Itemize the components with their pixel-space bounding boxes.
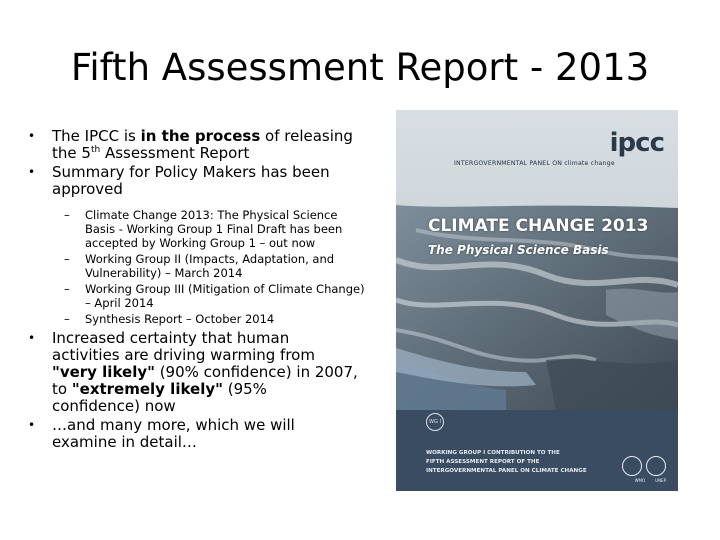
bullet-marker: • bbox=[28, 165, 36, 179]
bullet-text: of releasing the 5 bbox=[52, 127, 353, 162]
unep-label: UNEP bbox=[655, 478, 666, 483]
cover-subtitle: The Physical Science Basis bbox=[428, 243, 609, 257]
unep-emblem-icon bbox=[646, 456, 666, 476]
bullet-text: (95% confidence) now bbox=[52, 380, 267, 415]
sub-bullet-synthesis bbox=[64, 312, 370, 326]
wg1-badge: WG I bbox=[426, 413, 444, 431]
bullet-certainty bbox=[28, 330, 358, 415]
sub-bullet-marker: – bbox=[64, 252, 70, 266]
bullet-text: (90% confidence) in 2007, to bbox=[52, 363, 358, 398]
cover-contribution-text bbox=[426, 449, 606, 476]
bullet-marker: • bbox=[28, 129, 36, 143]
bullet-ipcc-process bbox=[28, 128, 358, 162]
org-logos bbox=[618, 456, 666, 480]
sub-bullet-wg1 bbox=[64, 208, 370, 250]
org-names bbox=[625, 478, 666, 483]
sub-bullet-marker: – bbox=[64, 312, 70, 326]
sub-bullet-marker: – bbox=[64, 282, 70, 296]
sub-bullet-list bbox=[28, 208, 370, 326]
report-cover-image bbox=[396, 110, 678, 491]
sub-bullet-wg2 bbox=[64, 252, 370, 280]
bullet-emphasis: in the process bbox=[140, 127, 261, 145]
bullet-text: Assessment Report bbox=[100, 144, 250, 162]
bullet-more bbox=[28, 417, 358, 451]
superscript: th bbox=[90, 145, 101, 155]
ipcc-logo: ipcc bbox=[609, 128, 664, 158]
sub-bullet-wg3 bbox=[64, 282, 370, 310]
slide-title: Fifth Assessment Report - 2013 bbox=[70, 46, 650, 89]
wmo-label: WMO bbox=[634, 478, 646, 483]
sub-bullet-text: Working Group II (Impacts, Adaptation, and Vulnerability) – March 2014 bbox=[85, 252, 335, 280]
wmo-emblem-icon bbox=[622, 456, 642, 476]
sub-bullet-marker: – bbox=[64, 208, 70, 222]
sub-bullet-text: Working Group III (Mitigation of Climate Change) – April 2014 bbox=[85, 282, 365, 310]
bullet-emphasis: "extremely likely" bbox=[71, 380, 223, 398]
bullet-summary-approved bbox=[28, 164, 358, 198]
cover-line: INTERGOVERNMENTAL PANEL ON CLIMATE CHANGE bbox=[426, 468, 587, 474]
bullet-list bbox=[28, 127, 365, 453]
bullet-marker: • bbox=[28, 418, 36, 432]
bullet-text: The IPCC is bbox=[52, 127, 141, 145]
sub-bullet-text: Synthesis Report – October 2014 bbox=[85, 312, 275, 326]
cover-line: FIFTH ASSESSMENT REPORT OF THE bbox=[426, 459, 540, 465]
bullet-text: …and many more, which we will examine in detail… bbox=[52, 416, 295, 451]
cover-title: CLIMATE CHANGE 2013 bbox=[428, 216, 649, 236]
bullet-emphasis: "very likely" bbox=[52, 363, 155, 381]
bullet-marker: • bbox=[28, 331, 36, 345]
sub-bullet-text: Climate Change 2013: The Physical Science Basis - Working Group 1 Final Draft has been accepted by Working Group 1 – out now bbox=[85, 208, 343, 250]
cover-line: WORKING GROUP I CONTRIBUTION TO THE bbox=[426, 450, 560, 456]
bullet-text: Summary for Policy Makers has been approved bbox=[52, 163, 330, 198]
bullet-text: Increased certainty that human activities are driving warming from bbox=[52, 329, 315, 364]
ipcc-org-line: INTERGOVERNMENTAL PANEL ON climate change bbox=[454, 160, 615, 167]
